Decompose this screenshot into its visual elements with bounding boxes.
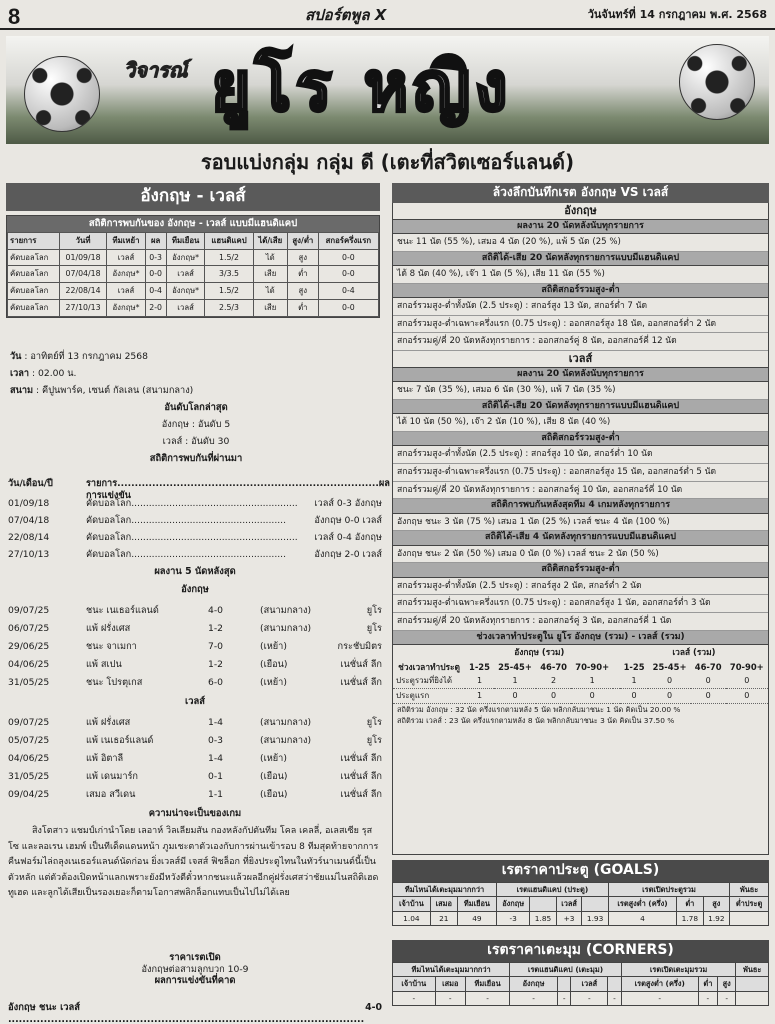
prev-row <box>8 512 382 529</box>
h2h-cell: เวลส์ <box>166 299 205 316</box>
goal-head-cell: 1-25 <box>623 661 645 672</box>
h2h-cell: 2-0 <box>145 299 166 316</box>
stat-line: ชนะ 7 นัด (35 %), เสมอ 6 นัด (30 %), แพ้ 7 นัด (35 %) <box>393 382 768 400</box>
goal-cell: ประตูแรก <box>393 689 465 704</box>
h2h-cell: สูง <box>287 283 318 300</box>
odds-value: 1.93 <box>582 911 609 925</box>
prediction-title: ผลการแข่งขันที่คาด <box>154 975 236 987</box>
corners-odds-title: เรตราคาเตะมุม (CORNERS) <box>392 940 769 962</box>
prev-row <box>8 495 382 512</box>
form-row <box>8 656 382 674</box>
form-competition: ยูโร <box>366 605 382 616</box>
form-competition: ยูโร <box>366 735 382 746</box>
form-venue: (เยือน) <box>260 789 288 800</box>
form-opponent: แพ้ เดนมาร์ก <box>86 771 138 782</box>
form-venue: (เหย้า) <box>260 677 287 688</box>
form-score: 7-0 <box>208 641 224 652</box>
odds-value: - <box>608 991 622 1005</box>
rate-record-title: ล้วงลึกบันทึกเรต อังกฤษ VS เวลส์ <box>392 183 769 203</box>
prev-row <box>8 529 382 546</box>
form-date: 29/06/25 <box>8 641 50 652</box>
h2h-cell: 0-3 <box>145 249 166 266</box>
prev-header: วัน/เดือน/ปี รายการ...........................................................................ผลการแข่งขัน <box>8 478 390 501</box>
stat-line: สกอร์รวมสูง-ต่ำทั้งนัด (2.5 ประตู) : สกอร์สูง 10 นัด, สกอร์ต่ำ 10 นัด <box>393 446 768 464</box>
odds-value: 4 <box>608 911 676 925</box>
form-wales-list <box>8 714 382 804</box>
section-bar: สถิติได้-เสีย 20 นัดหลังทุกรายการแบบมีแฮนดิแคป <box>393 252 768 266</box>
prev-title: สถิติการพบกันที่ผ่านมา <box>149 453 243 464</box>
prev-list <box>8 495 382 563</box>
h2h-header-cell: ได้/เสีย <box>253 232 287 249</box>
odds-value: - <box>718 991 736 1005</box>
section-bar: สถิติสกอร์รวมสูง-ต่ำ <box>393 563 768 577</box>
h2h-cell: 3/3.5 <box>205 266 253 283</box>
goal-cell: 0 <box>648 674 690 689</box>
odds-value: - <box>698 991 717 1005</box>
h2h-row <box>8 266 379 283</box>
probable-title: ความน่าจะเป็นของเกม <box>148 808 242 819</box>
h2h-cell: 22/08/14 <box>59 283 107 300</box>
goal-head-cell: 25-45+ <box>652 661 687 672</box>
h2h-header-cell: สูง/ต่ำ <box>287 232 318 249</box>
form-row <box>8 620 382 638</box>
odds-subheader: สูง <box>718 977 736 991</box>
stat-line: สกอร์รวมสูง-ต่ำเฉพาะครึ่งแรก (0.75 ประตู) : ออกสกอร์สูง 1 นัด, ออกสกอร์ต่ำ 3 นัด <box>393 595 768 613</box>
goal-head-cell: 46-70 <box>694 661 722 672</box>
section-bar: สถิติได้-เสีย 4 นัดหลังทุกรายการแบบมีแฮนดิแคป <box>393 531 768 545</box>
section-bar: ช่วงเวลาทำประตูใน ยูโร อังกฤษ (รวม) - เวลส์ (รวม) <box>393 631 768 645</box>
form-opponent: เสมอ สวีเดน <box>86 789 136 800</box>
stat-line: อังกฤษ ชนะ 3 นัด (75 %) เสมอ 1 นัด (25 %) เวลส์ ชนะ 4 นัด (100 %) <box>393 514 768 532</box>
form-opponent: แพ้ เนเธอร์แลนด์ <box>86 735 154 746</box>
goal-head-cell: ช่วงเวลาทำประตู <box>398 661 460 672</box>
form-opponent: ชนะ เนเธอร์แลนด์ <box>86 605 159 616</box>
stat-line: ชนะ 11 นัด (55 %), เสมอ 4 นัด (20 %), แพ้ 5 นัด (25 %) <box>393 234 768 252</box>
form-date: 04/06/25 <box>8 659 50 670</box>
goal-cell: 0 <box>726 689 768 704</box>
prev-date: 01/09/18 <box>8 498 50 509</box>
stat-line: สกอร์รวมคู่/คี่ 20 นัดหลังทุกรายการ : ออกสกอร์คู่ 10 นัด, ออกสกอร์คี่ 10 นัด <box>393 482 768 500</box>
h2h-cell: คัดบอลโลก <box>8 299 60 316</box>
form-score: 1-4 <box>208 717 224 728</box>
form-date: 31/05/25 <box>8 677 50 688</box>
rank-title: อันดับโลกล่าสุด <box>164 402 228 413</box>
form-opponent: แพ้ อิตาลี <box>86 753 124 764</box>
form-date: 09/07/25 <box>8 605 50 616</box>
form-row <box>8 638 382 656</box>
h2h-cell: 07/04/18 <box>59 266 107 283</box>
odds-value: - <box>510 991 558 1005</box>
comeback-note: สถิติรวม เวลส์ : 23 นัด ครึ่งแรกตามหลัง 8 นัด พลิกกลับมาชนะ 3 นัด คิดเป็น 37.50 % <box>397 716 675 726</box>
section-bar: สถิติการพบกันหลังสุดทีม 4 เกมหลังทุกรายการ <box>393 499 768 513</box>
stat-line: อังกฤษ ชนะ 2 นัด (50 %) เสมอ 0 นัด (0 %) เวลส์ ชนะ 2 นัด (50 %) <box>393 546 768 564</box>
page-number: 8 <box>8 4 21 29</box>
goals-odds-title: เรตราคาประตู (GOALS) <box>392 860 769 882</box>
goal-team-a: อังกฤษ (รวม) <box>514 647 565 658</box>
odds-value: - <box>557 991 571 1005</box>
team-wales-heading: เวลส์ <box>393 351 768 368</box>
goal-cell: 0 <box>494 689 536 704</box>
prev-result: อังกฤษ 0-0 เวลส์ <box>314 515 382 526</box>
stat-line: ได้ 8 นัด (40 %), เจ๊า 1 นัด (5 %), เสีย 11 นัด (55 %) <box>393 266 768 284</box>
h2h-cell: 27/10/13 <box>59 299 107 316</box>
odds-subheader: ต่ำ <box>677 897 704 911</box>
goal-cell: 1 <box>465 689 494 704</box>
form-row <box>8 768 382 786</box>
banner-headline: ยูโร หญิง <box>211 48 512 127</box>
section-bar: สถิติสกอร์รวมสูง-ต่ำ <box>393 284 768 298</box>
odds-subheader: อังกฤษ <box>497 897 530 911</box>
form-opponent: ชนะ จาเมกา <box>86 641 137 652</box>
goal-cell: 1 <box>465 674 494 689</box>
form-row <box>8 786 382 804</box>
h2h-caption: สถิติการพบกันของ อังกฤษ - เวลส์ แบบมีแฮนดิแคป <box>7 216 379 232</box>
goal-cell: 2 <box>536 674 571 689</box>
prev-result: อังกฤษ 2-0 เวลส์ <box>314 549 382 560</box>
form-score: 0-3 <box>208 735 224 746</box>
goal-row <box>393 689 768 704</box>
stat-line: สกอร์รวมสูง-ต่ำเฉพาะครึ่งแรก (0.75 ประตู) : ออกสกอร์สูง 18 นัด, ออกสกอร์ต่ำ 2 นัด <box>393 316 768 334</box>
odds-subheader: เสมอ <box>430 897 457 911</box>
h2h-cell: 0-0 <box>145 266 166 283</box>
recent-form <box>8 566 382 824</box>
goal-head-cell: 70-90+ <box>729 661 764 672</box>
goal-cell: 0 <box>571 689 613 704</box>
football-icon <box>24 56 100 132</box>
h2h-cell: เวลส์ <box>166 266 205 283</box>
odds-value: +3 <box>556 911 582 925</box>
section-bar: สถิติสกอร์รวมสูง-ต่ำ <box>393 432 768 446</box>
h2h-cell: เวลส์ <box>107 283 145 300</box>
goal-head-cell: 25-45+ <box>498 661 532 672</box>
h2h-cell: 1.5/2 <box>205 249 253 266</box>
banner-kicker: วิจารณ์ <box>124 58 188 82</box>
h2h-cell: 01/09/18 <box>59 249 107 266</box>
odds-subheader: ทีมเยือน <box>465 977 509 991</box>
h2h-header-cell: ทีมเยือน <box>166 232 205 249</box>
banner <box>6 36 769 144</box>
odds-value: 1.78 <box>677 911 704 925</box>
form-venue: (สนามกลาง) <box>260 605 312 616</box>
match-info <box>10 348 382 467</box>
match-time: เวลา : 02.00 น. <box>10 368 77 379</box>
prev-row <box>8 546 382 563</box>
goal-cell: ประตูรวมที่ยิงได้ <box>393 674 465 689</box>
h2h-header-cell: รายการ <box>8 232 60 249</box>
goal-cell: 0 <box>648 689 690 704</box>
probable-text: สิงโตสาว แชมป์เก่านำโดย เลอาห์ วิลเลียมสัน กองหลังกัปตันทีม โคล เคลลี่, อเลสเซีย รุสโซ และลอเรน เฮมพ์ เป็นทีเด็ดแดนหน้า ภูมเชะตาตัวเองกับการผ่านเข้ารอบ 8 ทีมสุดท้ายจากการคืนฟอร์มไล่ถลุงเนเธอร์แลนด์นัดก่อน ยิ่งเวลส์มี เจสส์ ฟิชล็อก ที่ยิงประตูไทนในทัวร์นาเมนต์นี้เป็นตัวหลัก แต่ตัวต้องเปิดหน้าแลกเพราะยังมีหวังตีตั๋วหากชนะแล้วผลอีกคู่ฝรั่งเศสว่าชัยแม่ไนสถิติเฮดทูเฮด และลูกได้เสียเป็นรองเยอะก็ตามโอกาสพลิกล็อกแทบเป็นไปไม่ได้เลย <box>8 826 379 898</box>
h2h-header-cell: สกอร์ครึ่งแรก <box>318 232 378 249</box>
odds-value: 1.04 <box>393 911 431 925</box>
form-opponent: แพ้ ฝรั่งเศส <box>86 717 131 728</box>
goal-cell: 1 <box>494 674 536 689</box>
corners-odds-table: ทีมไหนได้เตะมุมมากกว่า เรตแฮนดิแคป (เตะมุม) เรตเปิดเตะมุมรวม พันธะ เจ้าบ้าน เสมอ ทีมเยือน อังกฤษ เวลส์ เรตสูงต่ำ (ครึ่ง) ต่ำ สูง - - - - - - - - - - <box>392 962 769 1006</box>
odds-subheader: เรตสูงต่ำ (ครึ่ง) <box>621 977 698 991</box>
h2h-header-cell: วันที่ <box>59 232 107 249</box>
form-row <box>8 714 382 732</box>
form-venue: (เหย้า) <box>260 753 287 764</box>
stat-line: สกอร์รวมคู่/คี่ 20 นัดหลังทุกรายการ : ออกสกอร์คู่ 8 นัด, ออกสกอร์คี่ 12 นัด <box>393 333 768 351</box>
prev-date: 27/10/13 <box>8 549 50 560</box>
form-date: 09/07/25 <box>8 717 50 728</box>
form-competition: เนชั่นส์ ลีก <box>340 659 382 670</box>
form-date: 04/06/25 <box>8 753 50 764</box>
section-bar: ผลงาน 20 นัดหลังนับทุกรายการ <box>393 368 768 382</box>
h2h-header-cell: ผล <box>145 232 166 249</box>
odds-subheader <box>608 977 622 991</box>
form-date: 05/07/25 <box>8 735 50 746</box>
predicted-score: 4-0 <box>365 1002 382 1013</box>
odds-value: - <box>393 991 436 1005</box>
form-competition: เนชั่นส์ ลีก <box>340 771 382 782</box>
goal-head-cell: 1-25 <box>469 661 490 672</box>
h2h-cell: 1.5/2 <box>205 283 253 300</box>
form-competition: ยูโร <box>366 623 382 634</box>
form-england-label: อังกฤษ <box>181 584 209 595</box>
form-date: 09/04/25 <box>8 789 50 800</box>
form-competition: ยูโร <box>366 717 382 728</box>
h2h-cell: 0-4 <box>318 283 378 300</box>
goal-row <box>393 674 768 689</box>
odds-subheader: เจ้าบ้าน <box>393 897 431 911</box>
rank-wales: เวลส์ : อันดับ 30 <box>162 436 230 447</box>
form-score: 1-4 <box>208 753 224 764</box>
section-bar: สถิติได้-เสีย 20 นัดหลังทุกรายการแบบมีแฮนดิแคป <box>393 400 768 414</box>
match-stadium: สนาม : คีปูนพาร์ค, เซนต์ กัลเลน (สนามกลาง) <box>10 385 194 396</box>
h2h-cell: คัดบอลโลก <box>8 249 60 266</box>
stat-line: ได้ 10 นัด (50 %), เจ๊า 2 นัด (10 %), เสีย 8 นัด (40 %) <box>393 414 768 432</box>
odds-subheader: เวลส์ <box>556 897 582 911</box>
goals-odds-table: ทีมไหนได้เตะมุมมากกว่า เรตแฮนดิแคป (ประตู) เรตเปิดประตูรวม พันธะ เจ้าบ้าน เสมอ ทีมเยือน อังกฤษ เวลส์ เรตสูงต่ำ (ครึ่ง) ต่ำ สูง ต่ำประตู 1.04 21 49 -3 1.85 +3 1.93 4 1.78 1.92 <box>392 882 769 926</box>
h2h-cell: ต่ำ <box>287 299 318 316</box>
h2h-row <box>8 299 379 316</box>
odds-subheader: เจ้าบ้าน <box>393 977 436 991</box>
stat-line: สกอร์รวมสูง-ต่ำทั้งนัด (2.5 ประตู) : สกอร์สูง 13 นัด, สกอร์ต่ำ 7 นัด <box>393 298 768 316</box>
form-score: 0-1 <box>208 771 224 782</box>
goal-cell: 1 <box>620 674 649 689</box>
goal-cell: 1 <box>571 674 613 689</box>
goal-head-cell: 70-90+ <box>575 661 610 672</box>
section-subtitle: รอบแบ่งกลุ่ม กลุ่ม ดี (เตะที่สวิตเซอร์แลนด์) <box>200 150 575 174</box>
odds-subheader <box>530 897 557 911</box>
form-date: 06/07/25 <box>8 623 50 634</box>
price-title: ราคาเรตเปิด <box>169 952 221 963</box>
odds-subheader: เสมอ <box>435 977 465 991</box>
form-score: 4-0 <box>208 605 224 616</box>
prev-competition: คัดบอลโลก..................................................... <box>86 515 287 526</box>
form-row <box>8 602 382 620</box>
odds-value <box>730 911 769 925</box>
h2h-row <box>8 249 379 266</box>
form-score: 1-2 <box>208 623 224 634</box>
form-venue: (เยือน) <box>260 771 288 782</box>
match-day: วัน : อาทิตย์ที่ 13 กรกฎาคม 2568 <box>10 351 148 362</box>
form-opponent: แพ้ สเปน <box>86 659 122 670</box>
odds-value: - <box>465 991 509 1005</box>
team-england-heading: อังกฤษ <box>393 203 768 220</box>
goal-timing-table <box>393 645 768 704</box>
odds-subheader: สูง <box>703 897 730 911</box>
prev-result: เวลส์ 0-3 อังกฤษ <box>314 498 382 509</box>
form-competition: เนชั่นส์ ลีก <box>340 677 382 688</box>
masthead-logo: สปอร์ตพูล X <box>305 6 387 24</box>
form-date: 31/05/25 <box>8 771 50 782</box>
h2h-header-cell: แฮนดิแคป <box>205 232 253 249</box>
h2h-row <box>8 283 379 300</box>
odds-value: 1.92 <box>703 911 730 925</box>
stat-line: สกอร์รวมสูง-ต่ำทั้งนัด (2.5 ประตู) : สกอร์สูง 2 นัด, สกอร์ต่ำ 2 นัด <box>393 578 768 596</box>
rate-record-panel <box>392 203 769 855</box>
prev-result: เวลส์ 0-4 อังกฤษ <box>314 532 382 543</box>
goal-cell: 0 <box>691 674 726 689</box>
odds-value: - <box>435 991 465 1005</box>
h2h-cell: 0-0 <box>318 266 378 283</box>
odds-value: - <box>571 991 608 1005</box>
h2h-handicap-table <box>6 215 380 318</box>
h2h-cell: ต่ำ <box>287 266 318 283</box>
odds-subheader <box>557 977 571 991</box>
h2h-cell: คัดบอลโลก <box>8 266 60 283</box>
h2h-cell: 2.5/3 <box>205 299 253 316</box>
prev-competition: คัดบอลโลก..................................................... <box>86 549 287 560</box>
rank-england: อังกฤษ : อันดับ 5 <box>161 419 231 430</box>
h2h-cell: เสีย <box>253 299 287 316</box>
form-score: 1-2 <box>208 659 224 670</box>
form-venue: (สนามกลาง) <box>260 735 312 746</box>
form-competition: เนชั่นส์ ลีก <box>340 789 382 800</box>
odds-subheader <box>582 897 609 911</box>
odds-subheader <box>736 977 769 991</box>
form-venue: (สนามกลาง) <box>260 623 312 634</box>
odds-subheader: อังกฤษ <box>510 977 558 991</box>
comeback-note: สถิติรวม อังกฤษ : 32 นัด ครึ่งแรกตามหลัง 5 นัด พลิกกลับมาชนะ 1 นัด คิดเป็น 20.00 % <box>397 705 681 715</box>
odds-value: 49 <box>457 911 496 925</box>
odds-value <box>736 991 769 1005</box>
prev-competition: คัดบอลโลก......................................................... <box>86 498 298 509</box>
h2h-cell: ได้ <box>253 283 287 300</box>
form-venue: (เยือน) <box>260 659 288 670</box>
form-row <box>8 674 382 692</box>
h2h-header-cell: ทีมเหย้า <box>107 232 145 249</box>
form-opponent: ชนะ โปรตุเกส <box>86 677 143 688</box>
football-icon <box>679 44 755 120</box>
h2h-cell: อังกฤษ* <box>166 283 205 300</box>
form-row <box>8 732 382 750</box>
h2h-cell: อังกฤษ* <box>107 299 145 316</box>
h2h-cell: 0-0 <box>318 249 378 266</box>
goal-cell: 0 <box>620 689 649 704</box>
h2h-cell: ได้ <box>253 249 287 266</box>
match-title: อังกฤษ - เวลส์ <box>6 183 380 211</box>
odds-value: -3 <box>497 911 530 925</box>
goal-cell: 0 <box>726 674 768 689</box>
price-section <box>8 952 382 987</box>
goal-cell: 0 <box>536 689 571 704</box>
form-venue: (สนามกลาง) <box>260 717 312 728</box>
price-line: อังกฤษต่อสามลูกบวก 10-9 <box>141 963 249 975</box>
issue-date: วันจันทร์ที่ 14 กรกฎาคม พ.ศ. 2568 <box>587 8 767 21</box>
stat-line: สกอร์รวมสูง-ต่ำเฉพาะครึ่งแรก (0.75 ประตู) : ออกสกอร์สูง 15 นัด, ออกสกอร์ต่ำ 5 นัด <box>393 464 768 482</box>
odds-subheader: เวลส์ <box>571 977 608 991</box>
stat-line: สกอร์รวมคู่/คี่ 20 นัดหลังทุกรายการ : ออกสกอร์คู่ 3 นัด, ออกสกอร์คี่ 1 นัด <box>393 613 768 631</box>
section-bar: ผลงาน 20 นัดหลังนับทุกรายการ <box>393 220 768 234</box>
odds-subheader: ทีมเยือน <box>457 897 496 911</box>
h2h-cell: 0-4 <box>145 283 166 300</box>
form-row <box>8 750 382 768</box>
goal-team-b: เวลส์ (รวม) <box>672 647 716 658</box>
form-competition: เนชั่นส์ ลีก <box>340 753 382 764</box>
form-score: 6-0 <box>208 677 224 688</box>
h2h-cell: เสีย <box>253 266 287 283</box>
form-wales-label: เวลส์ <box>185 696 205 707</box>
form-competition: กระชับมิตร <box>337 641 382 652</box>
form-venue: (เหย้า) <box>260 641 287 652</box>
prev-date: 07/04/18 <box>8 515 50 526</box>
odds-value: - <box>621 991 698 1005</box>
h2h-cell: สูง <box>287 249 318 266</box>
goal-cell: 0 <box>691 689 726 704</box>
odds-value: 21 <box>430 911 457 925</box>
odds-subheader: ต่ำ <box>698 977 717 991</box>
prediction-line: อังกฤษ ชนะ เวลส์ .................................................................................................... 4-0 <box>8 1002 382 1024</box>
h2h-cell: เวลส์ <box>107 249 145 266</box>
odds-subheader: ต่ำประตู <box>730 897 769 911</box>
form-opponent: แพ้ ฝรั่งเศส <box>86 623 131 634</box>
form-england-list <box>8 602 382 692</box>
h2h-cell: คัดบอลโลก <box>8 283 60 300</box>
h2h-cell: 0-0 <box>318 299 378 316</box>
odds-subheader: เรตสูงต่ำ (ครึ่ง) <box>608 897 676 911</box>
form-score: 1-1 <box>208 789 224 800</box>
form-title: ผลงาน 5 นัดหลังสุด <box>154 566 236 577</box>
h2h-cell: อังกฤษ* <box>166 249 205 266</box>
prev-date: 22/08/14 <box>8 532 50 543</box>
goal-head-cell: 46-70 <box>540 661 567 672</box>
prev-competition: คัดบอลโลก......................................................... <box>86 532 298 543</box>
h2h-cell: อังกฤษ* <box>107 266 145 283</box>
odds-value: 1.85 <box>530 911 557 925</box>
